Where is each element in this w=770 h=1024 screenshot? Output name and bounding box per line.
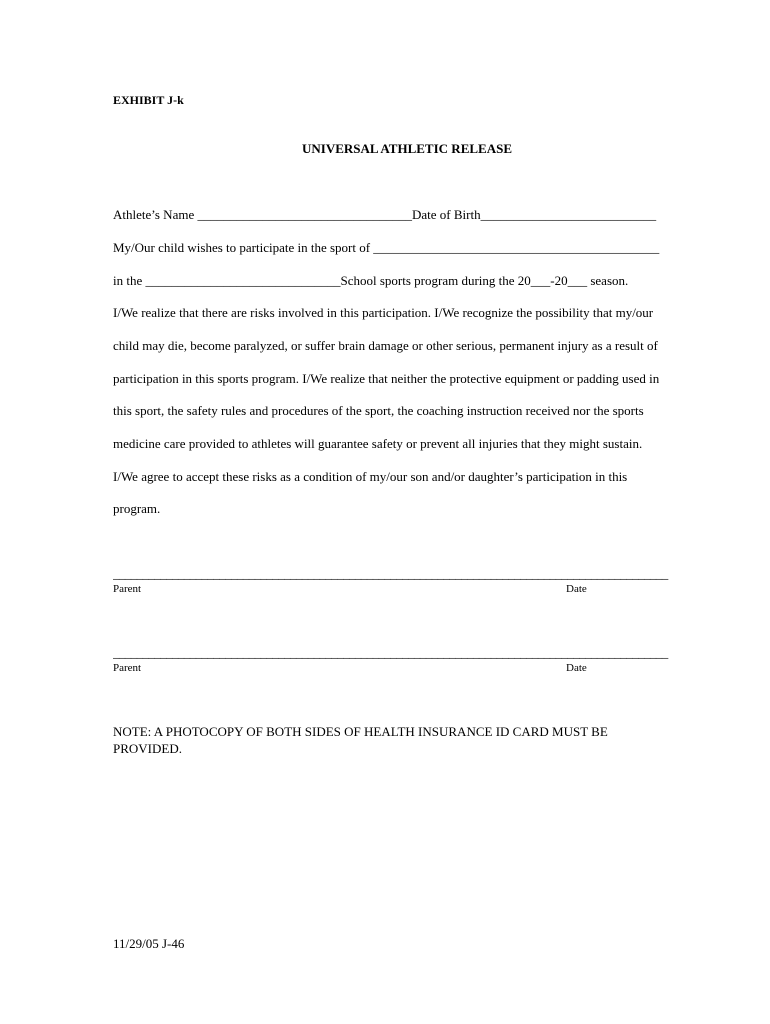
- body-line-1: I/We realize that there are risks involved in this participation. I/We recognize the possibility that my/our: [113, 305, 654, 320]
- signature-line-1: ______________________________________________________________________________________________: [113, 566, 668, 581]
- body-line-3: participation in this sports program. I/We realize that neither the protective equipment or padding used in: [113, 371, 660, 386]
- body-line-2: child may die, become paralyzed, or suffer brain damage or other serious, permanent injury as a result of: [113, 338, 658, 353]
- date-label-1: Date: [566, 583, 587, 595]
- body-line-6: I/We agree to accept these risks as a condition of my/our son and/or daughter’s participation in this: [113, 469, 628, 484]
- parent-label-2: Parent: [113, 662, 142, 674]
- date-label-2: Date: [566, 662, 587, 674]
- athlete-name-dob-line: Athlete’s Name _________________________________Date of Birth___________________________: [113, 207, 657, 222]
- body-line-4: this sport, the safety rules and procedures of the sport, the coaching instruction received nor the sports: [113, 403, 644, 418]
- parent-label-1: Parent: [113, 583, 142, 595]
- school-program-line: in the ______________________________School sports program during the 20___-20___ season.: [113, 273, 629, 288]
- insurance-note: NOTE: A PHOTOCOPY OF BOTH SIDES OF HEALTH INSURANCE ID CARD MUST BE PROVIDED.: [113, 724, 608, 756]
- exhibit-label: EXHIBIT J-k: [113, 93, 184, 107]
- signature-line-2: ______________________________________________________________________________________________: [113, 645, 668, 660]
- sport-line: My/Our child wishes to participate in the sport of ____________________________________________: [113, 240, 660, 255]
- body-line-7: program.: [113, 501, 161, 516]
- document-title: UNIVERSAL ATHLETIC RELEASE: [302, 141, 512, 156]
- body-line-5: medicine care provided to athletes will guarantee safety or prevent all injuries that they might sustain.: [113, 436, 643, 451]
- footer-date-code: 11/29/05 J-46: [113, 936, 185, 951]
